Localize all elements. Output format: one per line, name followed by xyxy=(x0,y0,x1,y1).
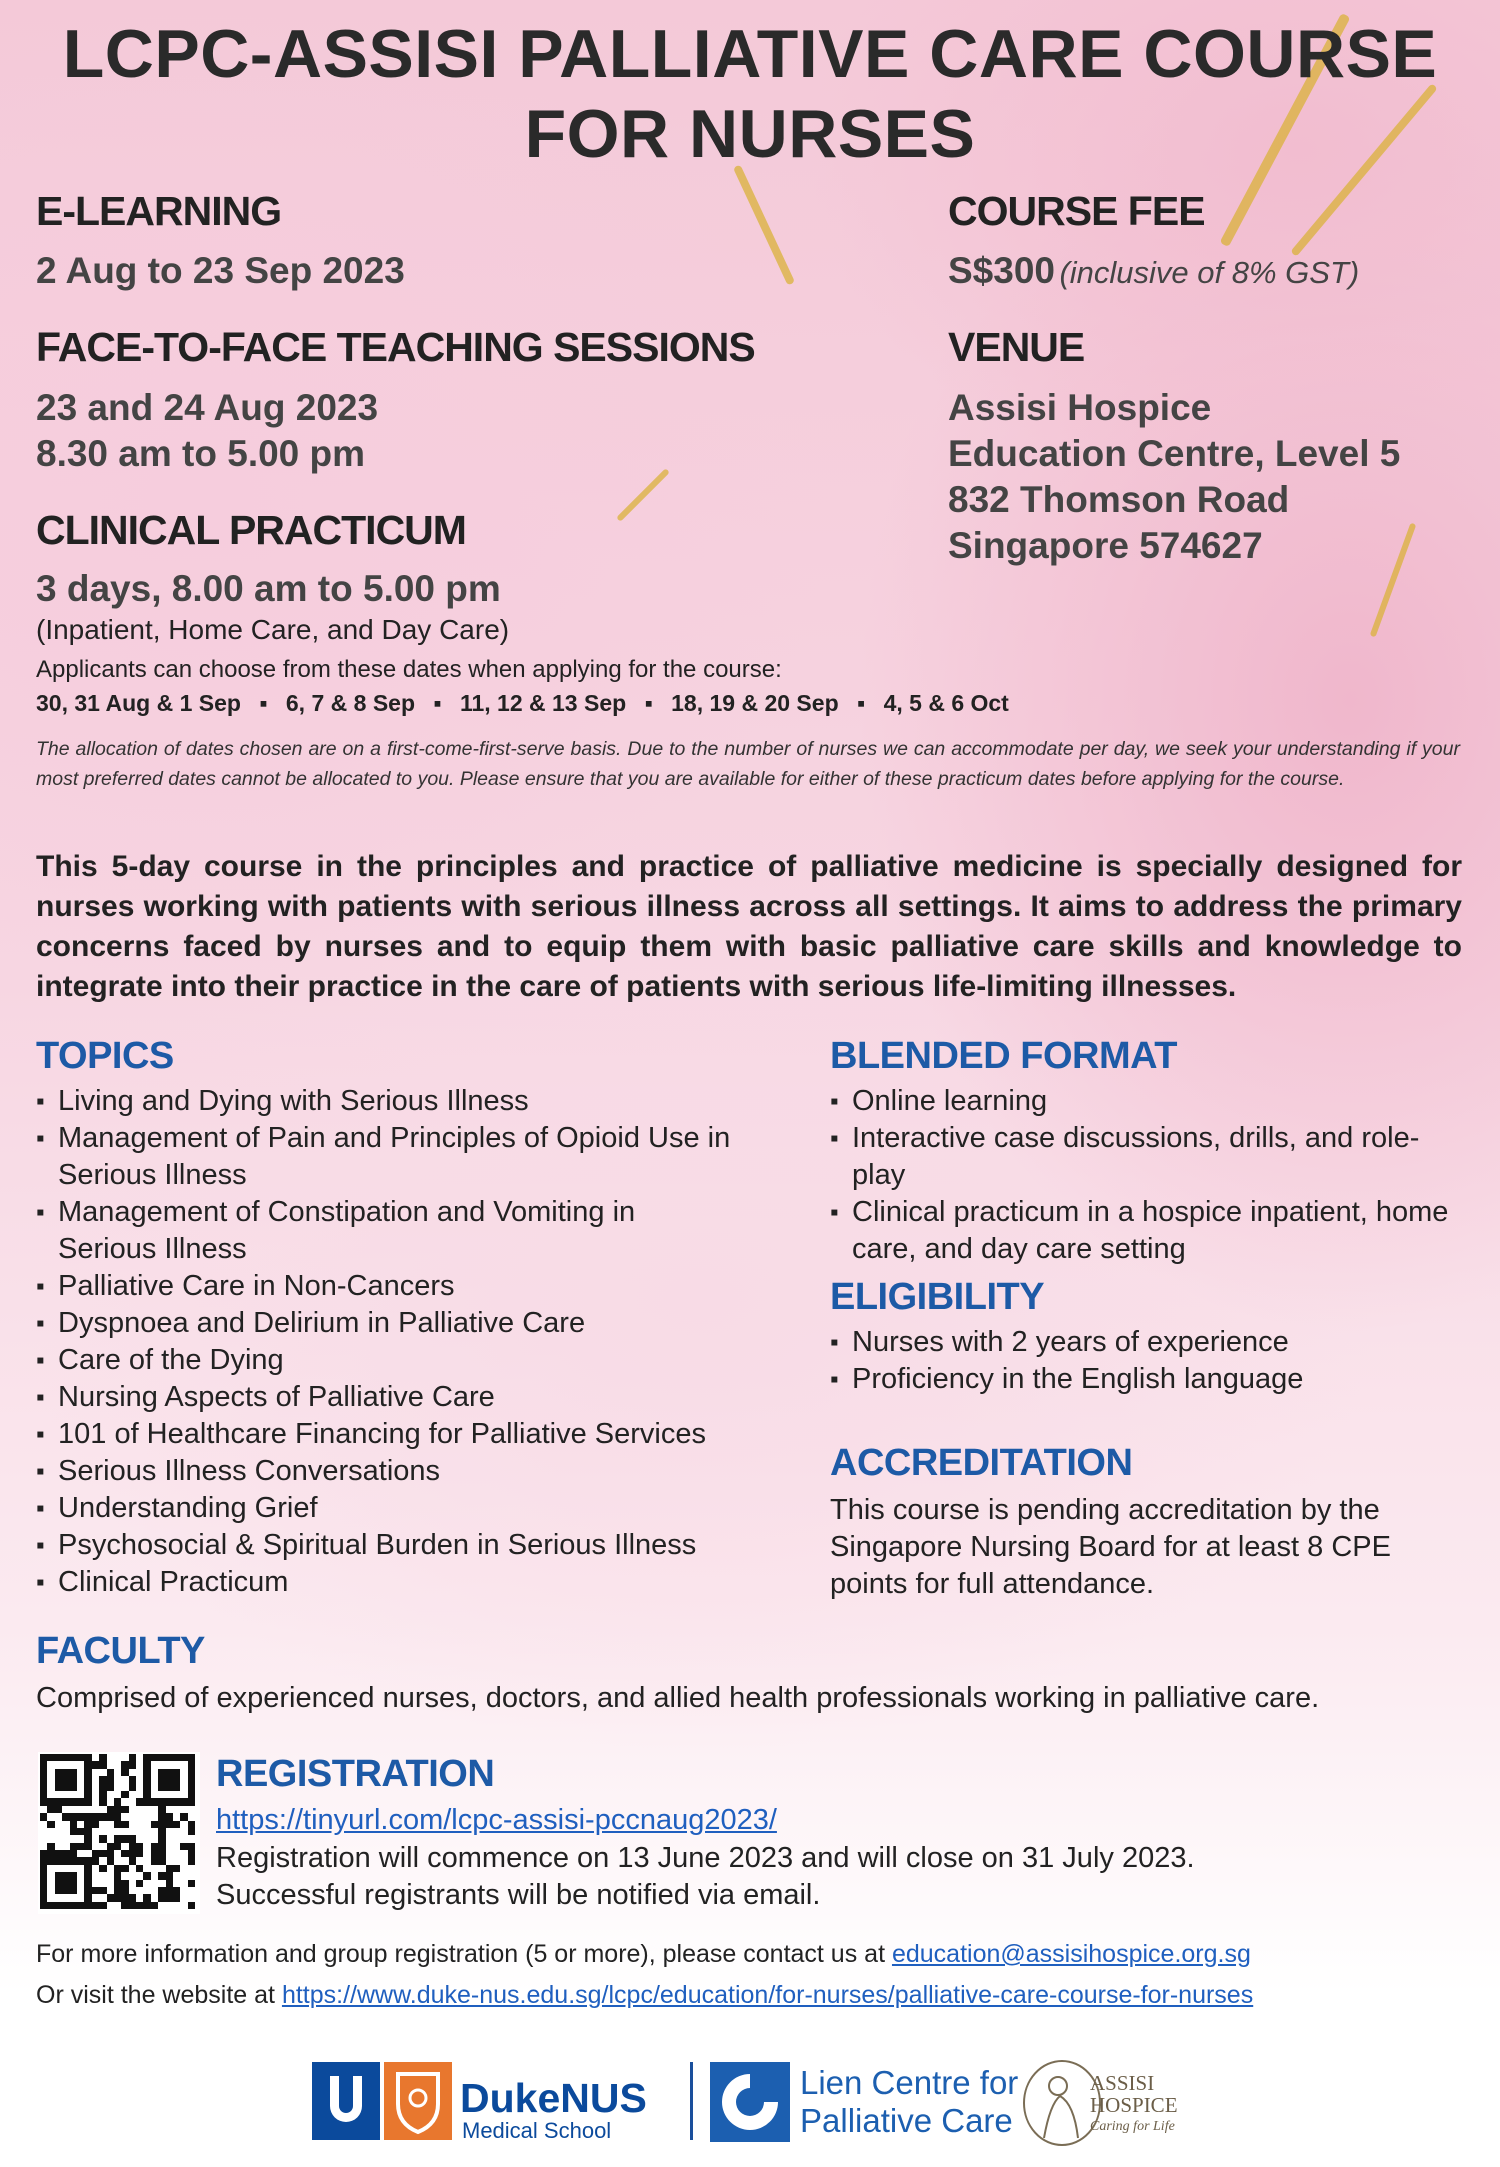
faculty-text: Comprised of experienced nurses, doctors, and allied health professionals working in palliative care. xyxy=(36,1682,1320,1714)
course-description: This 5-day course in the principles and practice of palliative medicine is specially designed for nurses working with patients with serious illness across all settings. It aims to address the primary concerns faced by nurses and to equip them with basic palliative care skills and knowledge to integrate into their practice in the care of patients with serious life-limiting illnesses. xyxy=(36,850,1462,1003)
website-link[interactable]: https://www.duke-nus.edu.sg/lcpc/education/for-nurses/palliative-care-course-for-nurses xyxy=(281,1981,1254,2009)
list-item: ▪ Management of Pain and Principles of Opioid Use in Serious Illness xyxy=(36,1120,776,1194)
registration-qr-code[interactable] xyxy=(38,1752,200,1914)
practicum-date-option: 30, 31 Aug & 1 Sep xyxy=(36,690,241,716)
registration-notice: Successful registrants will be notified via email. xyxy=(216,1879,821,1911)
contact-prefix: For more information and group registration (5 or more), please contact us at xyxy=(36,1940,886,1968)
list-item: ▪ Living and Dying with Serious Illness xyxy=(36,1083,776,1120)
list-item: ▪ Proficiency in the English language xyxy=(830,1361,1470,1398)
assisi-line-2: HOSPICE xyxy=(1090,2093,1178,2117)
practicum-allocation-note: The allocation of dates chosen are on a first-come-first-serve basis. Due to the number of nurses we can accommodate per day, we seek your understanding if your most preferred dates cannot be allocated to you. Please ensure that you are available for either of these practicum dates before applying for the course. xyxy=(36,738,1460,790)
lien-line-2: Palliative Care xyxy=(800,2102,1013,2139)
duke-nus-wordmark xyxy=(460,2076,647,2120)
title-line-2: FOR NURSES xyxy=(524,96,976,172)
list-item: ▪ Nursing Aspects of Palliative Care xyxy=(36,1379,776,1416)
lien-centre-logo xyxy=(710,2062,790,2142)
duke-nus-logo xyxy=(312,2062,452,2140)
list-item: ▪ Clinical practicum in a hospice inpatient, home care, and day care setting xyxy=(830,1194,1470,1268)
fee-heading: COURSE FEE xyxy=(948,188,1205,234)
list-item: ▪ Psychosocial & Spiritual Burden in Serious Illness xyxy=(36,1527,776,1564)
qr-code-icon xyxy=(40,1754,198,1909)
eligibility-list xyxy=(830,1324,1470,1398)
fee-amount: S$300 xyxy=(948,250,1055,291)
venue-line: Singapore 574627 xyxy=(948,525,1263,566)
lien-centre-emblem-icon xyxy=(710,2062,790,2142)
format-heading: BLENDED FORMAT xyxy=(830,1035,1177,1077)
practicum-date-option: 4, 5 & 6 Oct xyxy=(883,690,1009,716)
list-item: ▪ Online learning xyxy=(830,1083,1470,1120)
assisi-line-1: ASSISI xyxy=(1090,2071,1155,2095)
duke-nus-crest-icon xyxy=(312,2062,452,2140)
registration-dates: Registration will commence on 13 June 2023 and will close on 31 July 2023. xyxy=(216,1842,1195,1874)
accreditation-heading: ACCREDITATION xyxy=(830,1442,1133,1484)
list-item: ▪ Palliative Care in Non-Cancers xyxy=(36,1268,776,1305)
practicum-date-options xyxy=(36,690,1009,717)
contact-email-link[interactable]: education@assisihospice.org.sg xyxy=(891,1940,1251,1968)
elearning-dates: 2 Aug to 23 Sep 2023 xyxy=(36,250,405,291)
contact-line xyxy=(36,1940,1251,1969)
venue-heading: VENUE xyxy=(948,324,1085,370)
f2f-dates: 23 and 24 Aug 2023 xyxy=(36,387,379,428)
list-item: ▪ Dyspnoea and Delirium in Palliative Care xyxy=(36,1305,776,1342)
eligibility-heading: ELIGIBILITY xyxy=(830,1276,1045,1318)
logo-divider xyxy=(690,2062,693,2140)
topics-heading: TOPICS xyxy=(36,1035,174,1077)
list-item: ▪ Management of Constipation and Vomiting in Serious Illness xyxy=(36,1194,776,1268)
f2f-time: 8.30 am to 5.00 pm xyxy=(36,433,366,474)
assisi-wordmark xyxy=(1090,2072,1178,2138)
list-item: ▪ Interactive case discussions, drills, and role-play xyxy=(830,1120,1470,1194)
assisi-tagline: Caring for Life xyxy=(1090,2119,1175,2134)
list-item: ▪ 101 of Healthcare Financing for Palliative Services xyxy=(36,1416,776,1453)
fee-block xyxy=(948,248,1359,294)
duke-sub: Medical School xyxy=(462,2118,612,2143)
clinical-choose-text: Applicants can choose from these dates when applying for the course: xyxy=(36,656,782,683)
website-prefix: Or visit the website at xyxy=(36,1981,275,2009)
list-item: ▪ Care of the Dying xyxy=(36,1342,776,1379)
lien-line-1: Lien Centre for xyxy=(800,2064,1019,2101)
website-line xyxy=(36,1981,1253,2010)
list-item: ▪ Clinical Practicum xyxy=(36,1564,776,1601)
registration-link[interactable]: https://tinyurl.com/lcpc-assisi-pccnaug2023/ xyxy=(216,1804,777,1836)
bullet-separator: ▪ xyxy=(644,690,653,716)
lien-centre-wordmark xyxy=(800,2064,1018,2140)
title-line-1: LCPC-ASSISI PALLIATIVE CARE COURSE xyxy=(62,16,1438,92)
bullet-separator: ▪ xyxy=(433,690,442,716)
venue-line: Education Centre, Level 5 xyxy=(948,433,1401,474)
duke-name-a: Duke xyxy=(460,2075,561,2121)
registration-heading: REGISTRATION xyxy=(216,1753,495,1795)
format-list xyxy=(830,1083,1470,1268)
clinical-duration: 3 days, 8.00 am to 5.00 pm xyxy=(36,568,501,609)
accreditation-text: This course is pending accreditation by the Singapore Nursing Board for at least 8 CPE points for full attendance. xyxy=(830,1494,1391,1600)
bullet-separator: ▪ xyxy=(857,690,866,716)
venue-address xyxy=(948,385,1400,569)
list-item: ▪ Serious Illness Conversations xyxy=(36,1453,776,1490)
venue-line: 832 Thomson Road xyxy=(948,479,1290,520)
page-title xyxy=(0,14,1500,174)
duke-name-b: NUS xyxy=(560,2075,647,2121)
venue-line: Assisi Hospice xyxy=(948,387,1212,428)
practicum-date-option: 18, 19 & 20 Sep xyxy=(671,690,839,716)
topics-list xyxy=(36,1083,776,1601)
f2f-heading: FACE-TO-FACE TEACHING SESSIONS xyxy=(36,324,755,370)
list-item: ▪ Understanding Grief xyxy=(36,1490,776,1527)
faculty-heading: FACULTY xyxy=(36,1630,205,1672)
clinical-heading: CLINICAL PRACTICUM xyxy=(36,507,466,553)
clinical-settings: (Inpatient, Home Care, and Day Care) xyxy=(36,614,510,645)
elearning-heading: E-LEARNING xyxy=(36,188,282,234)
list-item: ▪ Nurses with 2 years of experience xyxy=(830,1324,1470,1361)
practicum-date-option: 6, 7 & 8 Sep xyxy=(285,690,416,716)
practicum-date-option: 11, 12 & 13 Sep xyxy=(459,690,627,716)
bullet-separator: ▪ xyxy=(259,690,268,716)
fee-note: (inclusive of 8% GST) xyxy=(1059,255,1360,290)
